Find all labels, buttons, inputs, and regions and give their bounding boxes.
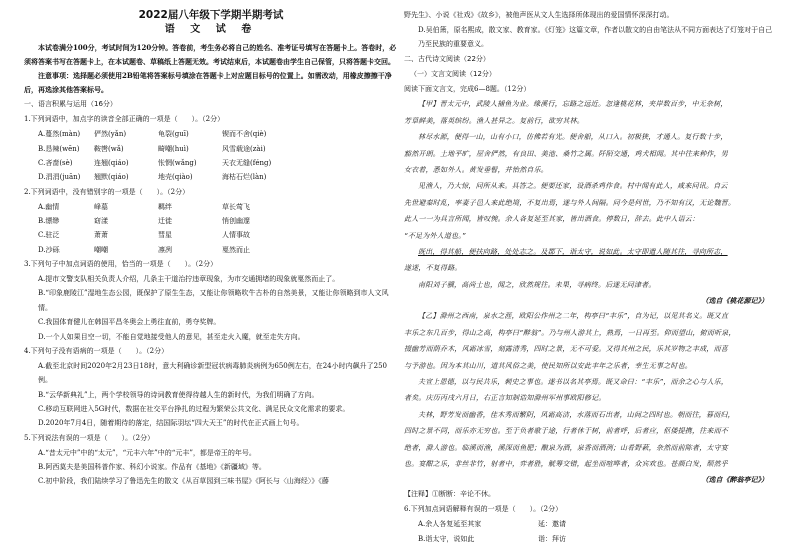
- q1-option: 海枯石烂(làn): [222, 173, 267, 182]
- q1-option-row: [24, 170, 398, 184]
- q1-option: 畸嘲(huì): [158, 144, 189, 153]
- q6-option-a-gloss: 延：邀请: [538, 520, 566, 529]
- question-6: 6.下列加点词语解释有误的一项是（ ）。（2分）: [404, 505, 563, 514]
- q2-option: B.缥缈: [38, 216, 60, 225]
- passage-b-line: 者矣。庆历丙戌六月日，右正言知制诰知滁州军州事欧阳修记。: [404, 394, 606, 403]
- instructions: 本试卷满分100分，考试时间为120分钟。答卷前，考生务必将自己的姓名、准考证号填写在答题卡上。答卷时，必须将答案书写在答题卡上，在本试题卷、草稿纸上答题无效。考试结束后，本试题卷由学生自己保管，只将答题卡交回。: [24, 42, 397, 66]
- q2-option: 嘲嘲: [94, 245, 108, 254]
- passage-b-line: 绝者，滁人游也。临溪而渔，溪深而鱼肥；酿泉为酒，泉香而酒洌；山肴野蔌，杂然而前陈者，太守宴: [404, 443, 728, 452]
- passage-a-line: 遂迷，不复得路。: [404, 264, 462, 273]
- q2-option-row: [24, 214, 398, 228]
- q2-option: 戛然而止: [222, 245, 250, 254]
- q2-option-row: [24, 228, 398, 242]
- passage-a-line: 先世避秦时乱，率妻子邑人来此绝境，不复出焉，遂与外人间隔。问今是何世，乃不知有汉，无论魏晋。: [404, 198, 736, 207]
- section-1-heading: 一、语言积累与运用（16分）: [24, 100, 117, 109]
- question-1: 1.下列词语中，加点字的读音全部正确的一项是（ ）。（2分）: [24, 115, 225, 124]
- exam-title: 2022届八年级下学期半期考试: [138, 9, 284, 21]
- q2-option: 人情事故: [222, 231, 250, 240]
- passage-a-line: 【甲】晋太元中，武陵人捕鱼为业。缘溪行，忘路之远近。忽逢桃花林，夹岸数百步，中无杂树，: [418, 100, 728, 109]
- q6-option-b: B.诣太守，说如此: [418, 534, 475, 543]
- q1-option: 天衣无缝(féng): [222, 158, 272, 167]
- q1-option: 连翘(qiáo): [94, 158, 129, 167]
- passage-a-source: （选自《桃花源记》）: [701, 296, 768, 306]
- q1-option-row: [24, 142, 398, 156]
- passage-b-line: 【乙】滁州之西南，泉水之涯，欧阳公作州之二年，构亭曰“丰乐”，自为记，以见其名义。既又直: [418, 312, 729, 321]
- q1-option: C.吝啬(sè): [38, 158, 73, 167]
- q2-option: D.沙砾: [38, 245, 60, 254]
- q4-option-d: D.2020年7月4日，随着期待的落定，结国际羽坛“四大天王”的时代在正式画上句号。: [38, 419, 304, 428]
- q4-option-b: B.“云华新典礼”上，两个学校领导的诗词教育使得待越人生的新时代，为我们明确了方向。: [38, 390, 319, 399]
- q3-option-a: A.提市文警支队相关负责人介绍，几条主干道治拧违章现象，为市交通拥堵的现象就戛然而止了。: [38, 274, 340, 283]
- q1-option: 怅惘(wǎng): [158, 158, 197, 167]
- q6-option-row: [404, 517, 776, 531]
- q1-option: A.蔓然(màn): [38, 130, 81, 139]
- q1-option-row: [24, 156, 398, 170]
- passage-b-line: 四时之景不同，而乐亦无穷也。至于负者歌于途，行者休于树，前者呼，后者应，伛偻提携，往来而不: [404, 427, 728, 436]
- q2-option: 凛冽: [158, 245, 172, 254]
- passage-b-source: （选自《醉翁亭记》）: [701, 475, 768, 485]
- passage-b-line: 夫林，野芳发而幽香，佳木秀而繁阴，风霜高洁，水落而石出者，山间之四时也。朝而往，暮而归，: [418, 410, 735, 419]
- annotation-note: 【注释】①断断：辛论不休。: [404, 490, 495, 499]
- question-3: 3.下列句子中加点词语的使用，恰当的一项是（ ）。（2分）: [24, 260, 218, 269]
- q2-option: 萧萧: [94, 231, 108, 240]
- passage-a-line: 豁然开朗。土地平旷，屋舍俨然，有良田、美池、桑竹之属。阡陌交通，鸡犬相闻。其中往来种作，男: [404, 149, 728, 158]
- passage-a-line: 此人一一为具言所闻，皆叹惋。余人各复延至其家，皆出酒食。停数日，辞去。此中人语云：: [404, 215, 700, 224]
- section-2-1-heading: （一）文言文阅读（12分）: [410, 69, 496, 78]
- q2-option: C.驻泛: [38, 231, 60, 240]
- q4-option-a: A.截至北京时间2020年2月23日18时，意大利确诊新型冠状病毒肺炎病例为650例左右，在24小时内飙升了250例。: [38, 361, 387, 385]
- q1-option: 风雪载途(zài): [222, 144, 266, 153]
- passage-a-line: “不足为外人道也。”: [404, 231, 466, 240]
- q2-option: 迁徙: [158, 216, 172, 225]
- passage-b-line: 夫宣上恩德，以与民共乐，刺史之事也。遂书以名其亭焉。既又命曰：“丰乐”，而余之心与人乐，: [418, 377, 729, 386]
- q2-option: 草长莺飞: [222, 202, 250, 211]
- notice: 注意事项：选择题必须使用2B铅笔将答案标号填涂在答题卡上对应题目标号的位置上。如需改动，用橡皮擦擦干净后，再选涂其他答案标号。: [24, 70, 392, 95]
- q2-option: 悄创幽邃: [222, 216, 250, 225]
- q1-option: 鞍辔(wǎ): [94, 144, 124, 153]
- q1-option: 龟裂(guī): [158, 130, 189, 139]
- q1-option-row: [24, 127, 398, 141]
- right-column: [404, 8, 776, 546]
- q1-option: 翘默(qiáo): [94, 173, 129, 182]
- q5-option-c-continued: 野先生》、小说《社戏》《故乡》，被他声医从文人生选择所体现出的爱国情怀深深打动。: [404, 11, 674, 19]
- left-column: [24, 8, 398, 489]
- passage-a-line: 南阳刘子骥，高尚士也，闻之，欣然规往。未果，寻病终。后遂无问津者。: [418, 280, 656, 289]
- q3-option-b: B.“印象鹿陵江”湿地生态公园，既保护了原生生态，又能让你领略吹牛古朴的自然美景，又能让你领略到市人文风情。: [38, 289, 389, 312]
- passage-a-line: 芳草鲜美，落英缤纷。渔人甚异之。复前行，欲穷其林。: [404, 116, 584, 125]
- q2-option-row: [24, 243, 398, 257]
- q1-option: 锲而不舍(qiè): [222, 130, 267, 139]
- q1-option: 地壳(qiào): [158, 173, 193, 182]
- q6-option-b-gloss: 诣：拜访: [538, 534, 566, 543]
- question-2: 2.下列词语中，没有错别字的一项是（ ）。（2分）: [24, 187, 190, 196]
- passage-b-line: 也。宴酣之乐，非丝非竹，射者中，弈者胜，觥筹交错，起坐而喧哗者，众宾欢也。苍颜白发，颓然乎: [404, 459, 728, 468]
- q5-option-a: A.“昔太元中”中的“太元”，“元丰六年”中的“元丰”，都是帝王的年号。: [38, 448, 256, 457]
- passage-a-line: 既出，得其船，便扶向路，处处志之。及郡下，诣太守，说如此。太守即遣人随其往，寻向所志，: [418, 248, 728, 257]
- question-5: 5.下列说法有误的一项是（ ）。（2分）: [24, 433, 155, 442]
- reading-instruction: 阅读下面文言文，完成6—8题。（12分）: [404, 84, 531, 93]
- q2-option-row: [24, 200, 398, 214]
- q6-option-a: A.余人各复延至其家: [418, 520, 482, 529]
- exam-subtitle: 语 文 试 卷: [164, 23, 258, 35]
- passage-a-line: 女衣着，悉如外人。黄发垂髫，并怡然自乐。: [404, 166, 548, 175]
- q1-option: B.恳辣(wēn): [38, 144, 80, 153]
- q2-option: 峰墓: [94, 202, 108, 211]
- section-2-heading: 二、古代诗文阅读（22分）: [404, 54, 490, 63]
- q3-option-d: D.一个人如果目空一切，不能自觉地接受他人的意见，甚至走火入魔，就至走失方向。: [38, 332, 305, 341]
- passage-a-line: 见渔人，乃大惊，问所从来。具答之。便要还家，设酒杀鸡作食。村中闻有此人，咸来问讯。自云: [418, 182, 728, 191]
- q5-option-d: D.吴伯箫，原名熙成，散文家、教育家。《灯笼》这篇文章，作者以散文的自由笔法从不同方面表达了灯笼对于自己乃至民族的重要意义。: [418, 25, 773, 49]
- question-4: 4.下列句子没有语病的一项是（ ）。（2分）: [24, 346, 169, 355]
- passage-a-line: 林尽水源，便得一山，山有小口，仿佛若有光。便舍船，从口入。初极狭，才通人。复行数十步，: [418, 133, 728, 142]
- q6-option-row: [404, 532, 776, 546]
- q5-option-c: C.初中阶段，我们陆续学习了鲁迅先生的散文《从百草园到三味书屋》《阿长与〈山海经〉》《藤: [38, 477, 329, 486]
- q1-option: D.涓涓(juān): [38, 173, 81, 182]
- q2-option: A.幽情: [38, 202, 60, 211]
- q2-option: 羁绊: [158, 202, 172, 211]
- passage-b-line: 与予游也。因为本其山川，道其风俗之美，使民知所以安此丰年之乐者，幸生无事之时也。: [404, 361, 692, 370]
- q3-option-c: C.我国体育健儿在韩国平昌冬奥会上勇往直前，勇夺奖牌。: [38, 318, 221, 327]
- passage-b-line: 丰乐之东几百步，得山之高，构亭曰“醉翁”。乃与州人游其上，熟焉，一日再至。仰而望山，俯而听泉，: [404, 328, 736, 337]
- q4-option-c: C.移动互联网进入5G时代，数据在社交平台挣扎的过程为繁荣公共文化、满足民众文化需求的要求。: [38, 405, 350, 413]
- q2-option: 彗星: [158, 231, 172, 240]
- q2-option: 窈漾: [94, 216, 108, 225]
- q1-option: 俨然(yǎn): [94, 130, 127, 139]
- passage-b-line: 掇幽芳而荫乔木，风霜冰雪，刻露清秀，四时之景，无不可爱。又得其州之民，乐其岁物之丰成，而喜: [404, 345, 728, 354]
- q5-option-b: B.阿西莫夫是美国科普作家、科幻小说家。作品有《基地》《新疆域》等。: [38, 463, 266, 472]
